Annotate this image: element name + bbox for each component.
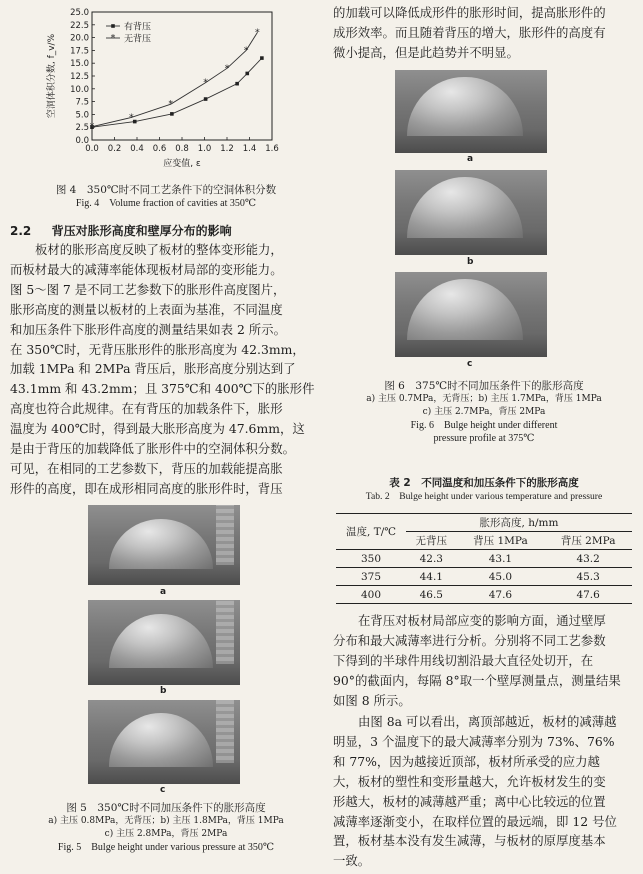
data-point-star: * <box>243 46 249 57</box>
data-point-square <box>170 112 174 116</box>
fig5-sub-1: a) 主压 0.8MPa，无背压；b) 主压 1.8MPa，背压 1MPa <box>48 816 284 826</box>
fig4-caption-en: Fig. 4 Volume fraction of cavities at 350℃ <box>75 198 257 209</box>
series-line-0 <box>92 58 262 127</box>
text-line: 形越大，板材的减薄越严重；离中心比较远的位置 <box>333 793 606 809</box>
text-line: 高度也符合此规律。在有背压的加载条件下，胀形 <box>10 401 283 417</box>
text-line: 的加载可以降低成形件的胀形时间，提高胀形件的 <box>333 5 606 20</box>
table-cell: 45.3 <box>576 570 600 583</box>
fig5-photo-b <box>88 600 240 685</box>
text-line: 90°的截面内，每隔 8°取一个壁厚测量点，测量结果 <box>333 672 621 688</box>
table-row <box>336 568 632 586</box>
x-axis-label: 应变值, ε <box>163 159 201 169</box>
fig5-caption-zh: 图 5 350℃时不同加压条件下的胀形高度 <box>66 802 266 814</box>
section-number: 2.2 <box>10 224 32 238</box>
table2-subheader-0: 无背压 <box>415 535 448 547</box>
x-tick-label: 1.6 <box>265 144 279 154</box>
x-tick-label: 0.4 <box>130 144 144 154</box>
text-line: 加载 1MPa 和 2MPa 背压后，胀形高度分别达到了 <box>10 361 296 377</box>
data-point-star: * <box>168 100 173 111</box>
fig5-sub-2: c) 主压 2.8MPa，背压 2MPa <box>104 829 228 839</box>
data-point-star: * <box>203 78 208 89</box>
text-line: 和加压条件下胀形件高度的测量结果如表 2 所示。 <box>10 321 286 337</box>
table-cell: 375 <box>360 570 382 583</box>
table-cell: 43.1 <box>488 552 513 565</box>
table-cell: 42.3 <box>419 552 443 565</box>
text-line: 微小提高，但是此趋势并不明显。 <box>333 44 519 60</box>
fig4-caption-zh: 图 4 350℃时不同工艺条件下的空洞体积分数 <box>55 184 277 196</box>
text-line: 明显，3 个温度下的最大减薄率分别为 73%、76% <box>333 733 615 749</box>
fig5-caption-en: Fig. 5 Bulge height under various pressure at 350℃ <box>57 842 275 853</box>
fig6-label-b: b <box>467 257 474 267</box>
fig6-caption-en-2: pressure profile at 375℃ <box>433 433 535 444</box>
right-column <box>333 0 635 874</box>
fig6-label-a: a <box>467 154 474 164</box>
text-line: 在 350℃时，无背压胀形件的胀形高度为 42.3mm， <box>10 341 305 357</box>
text-line: 一致。 <box>333 853 371 869</box>
table2-header-temp: 温度, T/℃ <box>336 514 406 550</box>
y-tick-label: 15.0 <box>70 59 89 70</box>
fig6-photo-c <box>395 272 547 357</box>
fig6-label-c: c <box>467 359 473 369</box>
y-tick-label: 0.0 <box>75 136 89 146</box>
text-line: 可见，在相同的工艺参数下，背压的加载能提高胀 <box>10 460 283 476</box>
y-tick-label: 20.0 <box>70 33 89 44</box>
left-paragraph <box>10 240 322 499</box>
data-point-square <box>245 72 249 76</box>
fig6-sub-1: a) 主压 0.7MPa，无背压；b) 主压 1.7MPa，背压 1MPa <box>366 394 602 404</box>
x-tick-label: 0.8 <box>175 144 189 154</box>
y-tick-label: 5.0 <box>75 110 89 121</box>
fig5-label-b: b <box>160 686 167 696</box>
table-row <box>336 586 632 604</box>
table-cell: 43.2 <box>576 552 600 565</box>
text-line: 置，板材基本没有发生减薄，与板材的原厚度基本 <box>333 833 606 849</box>
legend-label: 有背压 <box>124 22 152 33</box>
table-cell: 350 <box>360 552 382 565</box>
text-line: 下得到的半球件用线切割沿最大直径处切开，在 <box>333 652 594 668</box>
text-line: 和 77%，因为越接近顶部，板材所承受的应力越 <box>333 753 600 769</box>
data-point-star: * <box>224 64 230 75</box>
y-tick-label: 2.5 <box>75 123 89 134</box>
data-point-square <box>204 97 208 101</box>
table-cell: 47.6 <box>576 588 600 601</box>
y-tick-label: 22.5 <box>70 20 89 31</box>
y-axis-label: 空洞体积分数, f_v/% <box>47 33 57 119</box>
data-point-square <box>260 56 264 60</box>
fig6-sub-2: c) 主压 2.7MPa，背压 2MPa <box>422 407 546 417</box>
right-bottom-paragraph-1 <box>333 611 635 711</box>
table-row <box>336 550 632 568</box>
x-tick-label: 1.4 <box>242 144 257 154</box>
text-line: 胀形高度的测量以板材的上表面为基准，不同温度 <box>10 301 283 317</box>
text-line: 形件的高度，即在成形相同高度的胀形件时，背压 <box>10 480 283 496</box>
table-cell: 46.5 <box>419 588 443 601</box>
legend-marker-star: * <box>110 34 116 44</box>
y-tick-label: 12.5 <box>70 72 89 82</box>
text-line: 减薄率逐渐变小，在取样位置的最远端，即 12 号位 <box>333 813 617 829</box>
table-cell: 44.1 <box>419 570 443 583</box>
text-line: 是由于背压的加载降低了胀形件中的空洞体积分数。 <box>10 441 295 457</box>
left-column <box>10 0 322 874</box>
fig6-caption-en-1: Fig. 6 Bulge height under different <box>410 420 558 431</box>
text-line: 大，板材的塑性和变形量越大，允许板材发生的变 <box>333 773 606 789</box>
text-line: 图 5～图 7 是不同工艺参数下的胀形件高度图片， <box>10 281 286 297</box>
table-cell: 400 <box>360 588 382 601</box>
text-line: 43.1mm 和 43.2mm；且 375℃和 400℃下的胀形件 <box>10 381 315 397</box>
fig4-chart-svg <box>40 2 310 182</box>
data-point-square <box>235 82 239 86</box>
y-tick-label: 10.0 <box>70 84 89 95</box>
text-line: 如图 8 所示。 <box>333 692 411 708</box>
fig6-photo-b <box>395 170 547 255</box>
text-line: 温度为 400℃时，得到最大胀形高度为 47.6mm，这 <box>10 421 305 437</box>
data-point-star: * <box>89 122 95 133</box>
fig6-caption-zh: 图 6 375℃时不同加压条件下的胀形高度 <box>384 380 584 392</box>
fig4-chart <box>40 2 310 182</box>
text-line: 分布和最大减薄率进行分析。分别将不同工艺参数 <box>333 632 606 648</box>
data-point-star: * <box>255 28 260 39</box>
x-tick-label: 0.0 <box>85 144 99 154</box>
text-line: 而板材最大的减薄率能体现板材局部的变形能力。 <box>10 261 283 277</box>
table2-subheader-1: 背压 1MPa <box>473 535 528 547</box>
text-line: 成形效率。而且随着背压的增大，胀形件的高度有 <box>333 24 606 40</box>
x-tick-label: 1.0 <box>197 144 212 154</box>
fig6-photo-a <box>395 70 547 153</box>
fig5-photo-c <box>88 700 240 784</box>
fig5-label-c: c <box>160 785 166 795</box>
y-tick-label: 17.5 <box>70 46 89 57</box>
table2-caption-en: Tab. 2 Bulge height under various temperature and pressure <box>365 491 603 502</box>
x-tick-label: 0.6 <box>152 144 167 154</box>
y-tick-label: 7.5 <box>75 97 89 108</box>
table-cell: 47.6 <box>488 588 513 601</box>
legend-label: 无背压 <box>124 34 152 45</box>
fig5-label-a: a <box>160 587 167 597</box>
text-line: 由图 8a 可以看出，离顶部越近，板材的减薄越 <box>358 714 617 729</box>
legend-marker-square <box>111 24 115 28</box>
table-cell: 45.0 <box>488 570 513 583</box>
data-point-star: * <box>129 113 134 124</box>
x-tick-label: 1.2 <box>220 144 234 154</box>
x-tick-label: 0.2 <box>107 144 122 154</box>
table2-subheader-2: 背压 2MPa <box>560 535 616 547</box>
right-bottom-paragraph-2 <box>333 712 635 871</box>
right-top-paragraph <box>333 3 635 63</box>
fig5-photo-a <box>88 505 240 585</box>
text-line: 在背压对板材局部应变的影响方面，通过壁厚 <box>358 613 606 628</box>
y-tick-label: 25.0 <box>70 8 89 18</box>
section-title: 背压对胀形高度和壁厚分布的影响 <box>51 224 232 238</box>
table2-header-group: 胀形高度, h/mm <box>406 514 632 532</box>
section-heading <box>10 222 232 240</box>
table2-caption-zh: 表 2 不同温度和加压条件下的胀形高度 <box>389 477 579 489</box>
table2 <box>336 513 632 604</box>
text-line: 板材的胀形高度反映了板材的整体变形能力， <box>35 242 283 257</box>
